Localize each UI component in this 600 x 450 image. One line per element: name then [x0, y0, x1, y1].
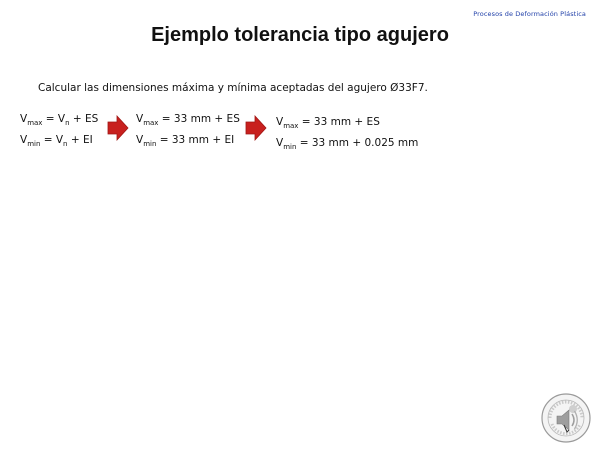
equation-rhs: + ES [69, 113, 99, 125]
subscript: n [65, 119, 70, 127]
subscript: min [143, 140, 157, 148]
equation-max-general [20, 110, 98, 131]
equations-result [276, 113, 418, 155]
variable: V [20, 134, 28, 146]
subscript: n [63, 140, 68, 148]
equation-rhs: = 33 mm + ES [298, 116, 380, 128]
subscript: max [283, 122, 299, 130]
subscript: min [283, 143, 297, 151]
subscript: max [143, 119, 159, 127]
equation-rhs: = 33 mm + ES [158, 113, 240, 125]
problem-statement: Calcular las dimensiones máxima y mínima aceptadas del agujero Ø33F7. [38, 82, 428, 94]
equations-general [20, 110, 98, 152]
university-seal-icon [540, 392, 592, 444]
equation-min-general [20, 131, 98, 152]
equation-rhs: = V [42, 113, 66, 125]
equations-substituted [136, 110, 240, 152]
equation-rhs: = V [40, 134, 64, 146]
equation-rhs: + EI [67, 134, 93, 146]
equation-rhs: = 33 mm + EI [156, 134, 235, 146]
variable: V [136, 113, 144, 125]
course-tag: Procesos de Deformación Plástica [473, 10, 586, 18]
right-arrow-icon [106, 114, 130, 142]
variable: V [276, 137, 284, 149]
subscript: max [27, 119, 43, 127]
slide-title: Ejemplo tolerancia tipo agujero [151, 24, 449, 46]
equation-rhs: = 33 mm + 0.025 mm [296, 137, 419, 149]
equation-min-result [276, 134, 418, 155]
equation-max-substituted [136, 110, 240, 131]
variable: V [276, 116, 284, 128]
equation-max-result [276, 113, 418, 134]
variable: V [136, 134, 144, 146]
subscript: min [27, 140, 41, 148]
equation-min-substituted [136, 131, 240, 152]
right-arrow-icon [244, 114, 268, 142]
variable: V [20, 113, 28, 125]
